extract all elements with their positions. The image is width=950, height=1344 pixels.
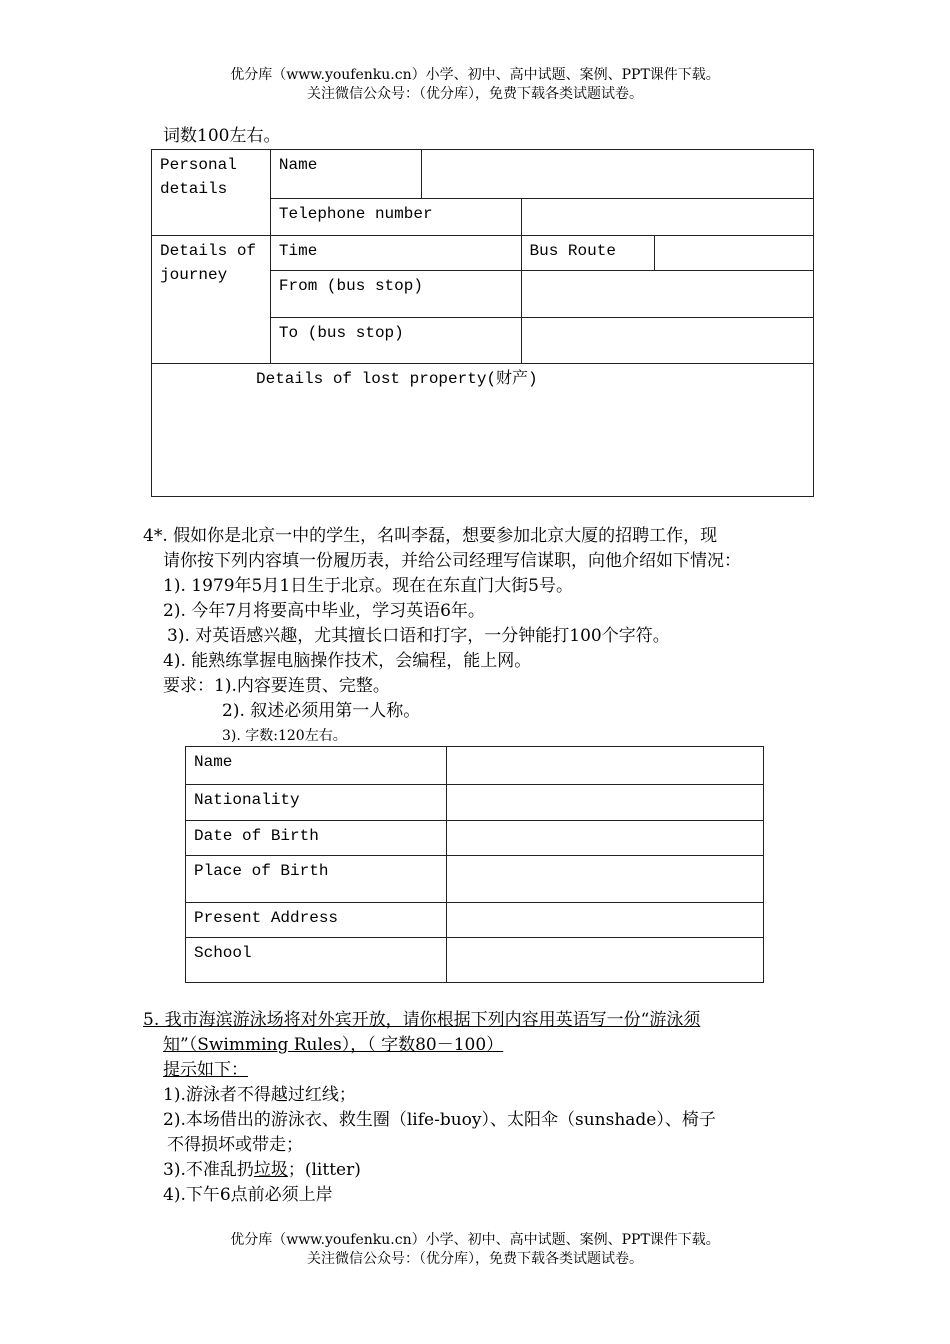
to-field[interactable] (521, 318, 813, 364)
q4-requirement-3: 3). 字数:120左右。 (222, 728, 347, 744)
resume-row-label: Place of Birth (186, 856, 447, 903)
bus-route-field[interactable] (655, 236, 814, 271)
q4-item-1: 1). 1979年5月1日生于北京。现在在东直门大街5号。 (163, 576, 573, 596)
resume-row-field[interactable] (446, 938, 763, 983)
header-line-1: 优分库（www.youfenku.cn）小学、初中、高中试题、案例、PPT课件下载。 (230, 67, 720, 83)
q5-line-2: 知”（Swimming Rules），（ 字数80－100） (163, 1035, 504, 1055)
q4-item-4: 4). 能熟练掌握电脑操作技术，会编程，能上网。 (163, 651, 532, 671)
q4-item-3: 3). 对英语感兴趣，尤其擅长口语和打字，一分钟能打100个字符。 (167, 626, 670, 646)
from-field[interactable] (521, 271, 813, 318)
lost-property-label: Details of lost property(财产) (152, 364, 814, 497)
q4-line-1: 4*. 假如你是北京一中的学生，名叫李磊，想要参加北京大厦的招聘工作，现 (143, 526, 718, 546)
q5-item-1: 1).游泳者不得越过红线； (163, 1085, 356, 1105)
q5-item-3-c: ；(litter) (287, 1160, 361, 1180)
time-label: Time (270, 236, 521, 271)
from-label: From (bus stop) (270, 271, 521, 318)
bus-route-label: Bus Route (521, 236, 655, 271)
details-journey-label: Details of journey (152, 236, 271, 364)
lost-property-form (151, 149, 814, 497)
name-field[interactable] (421, 150, 813, 199)
q5-item-3-b: 垃圾 (253, 1160, 288, 1180)
q4-requirement-2: 2). 叙述必须用第一人称。 (222, 701, 421, 721)
q5-item-3-a: 3).不准乱扔 (163, 1160, 254, 1180)
telephone-field[interactable] (521, 199, 813, 236)
q4-requirement-1: 要求：1).内容要连贯、完整。 (163, 676, 390, 696)
q5-item-4: 4).下午6点前必须上岸 (163, 1185, 333, 1205)
header-line-2: 关注微信公众号：（优分库），免费下载各类试题试卷。 (307, 86, 643, 102)
resume-row-label: Name (186, 747, 447, 785)
resume-row-label: Date of Birth (186, 821, 447, 856)
telephone-label: Telephone number (270, 199, 521, 236)
name-label: Name (270, 150, 421, 199)
page-header (0, 66, 950, 104)
to-label: To (bus stop) (270, 318, 521, 364)
q5-item-2-cont: 不得损坏或带走； (167, 1135, 303, 1155)
q4-line-2: 请你按下列内容填一份履历表，并给公司经理写信谋职，向他介绍如下情况： (163, 551, 741, 571)
q5-item-3 (163, 1158, 361, 1182)
q5-hint: 提示如下： (163, 1060, 248, 1080)
footer-line-1: 优分库（www.youfenku.cn）小学、初中、高中试题、案例、PPT课件下载。 (230, 1232, 720, 1248)
resume-row-field[interactable] (446, 747, 763, 785)
resume-row-label: Present Address (186, 903, 447, 938)
resume-row-field[interactable] (446, 785, 763, 821)
resume-row-field[interactable] (446, 856, 763, 903)
q5-line-1: 5. 我市海滨游泳场将对外宾开放，请你根据下列内容用英语写一份“游泳须 (143, 1010, 701, 1030)
resume-row-field[interactable] (446, 903, 763, 938)
resume-row-field[interactable] (446, 821, 763, 856)
q5-item-2: 2).本场借出的游泳衣、救生圈（life-buoy）、太阳伞（sunshade）、椅子 (163, 1110, 716, 1130)
footer-line-2: 关注微信公众号：（优分库），免费下载各类试题试卷。 (307, 1251, 643, 1267)
page-footer (0, 1231, 950, 1269)
resume-row-label: Nationality (186, 785, 447, 821)
personal-details-label: Personal details (152, 150, 271, 236)
word-count-note: 词数100左右。 (163, 126, 281, 146)
resume-row-label: School (186, 938, 447, 983)
q4-item-2: 2). 今年7月将要高中毕业，学习英语6年。 (163, 601, 485, 621)
resume-form (185, 746, 764, 983)
